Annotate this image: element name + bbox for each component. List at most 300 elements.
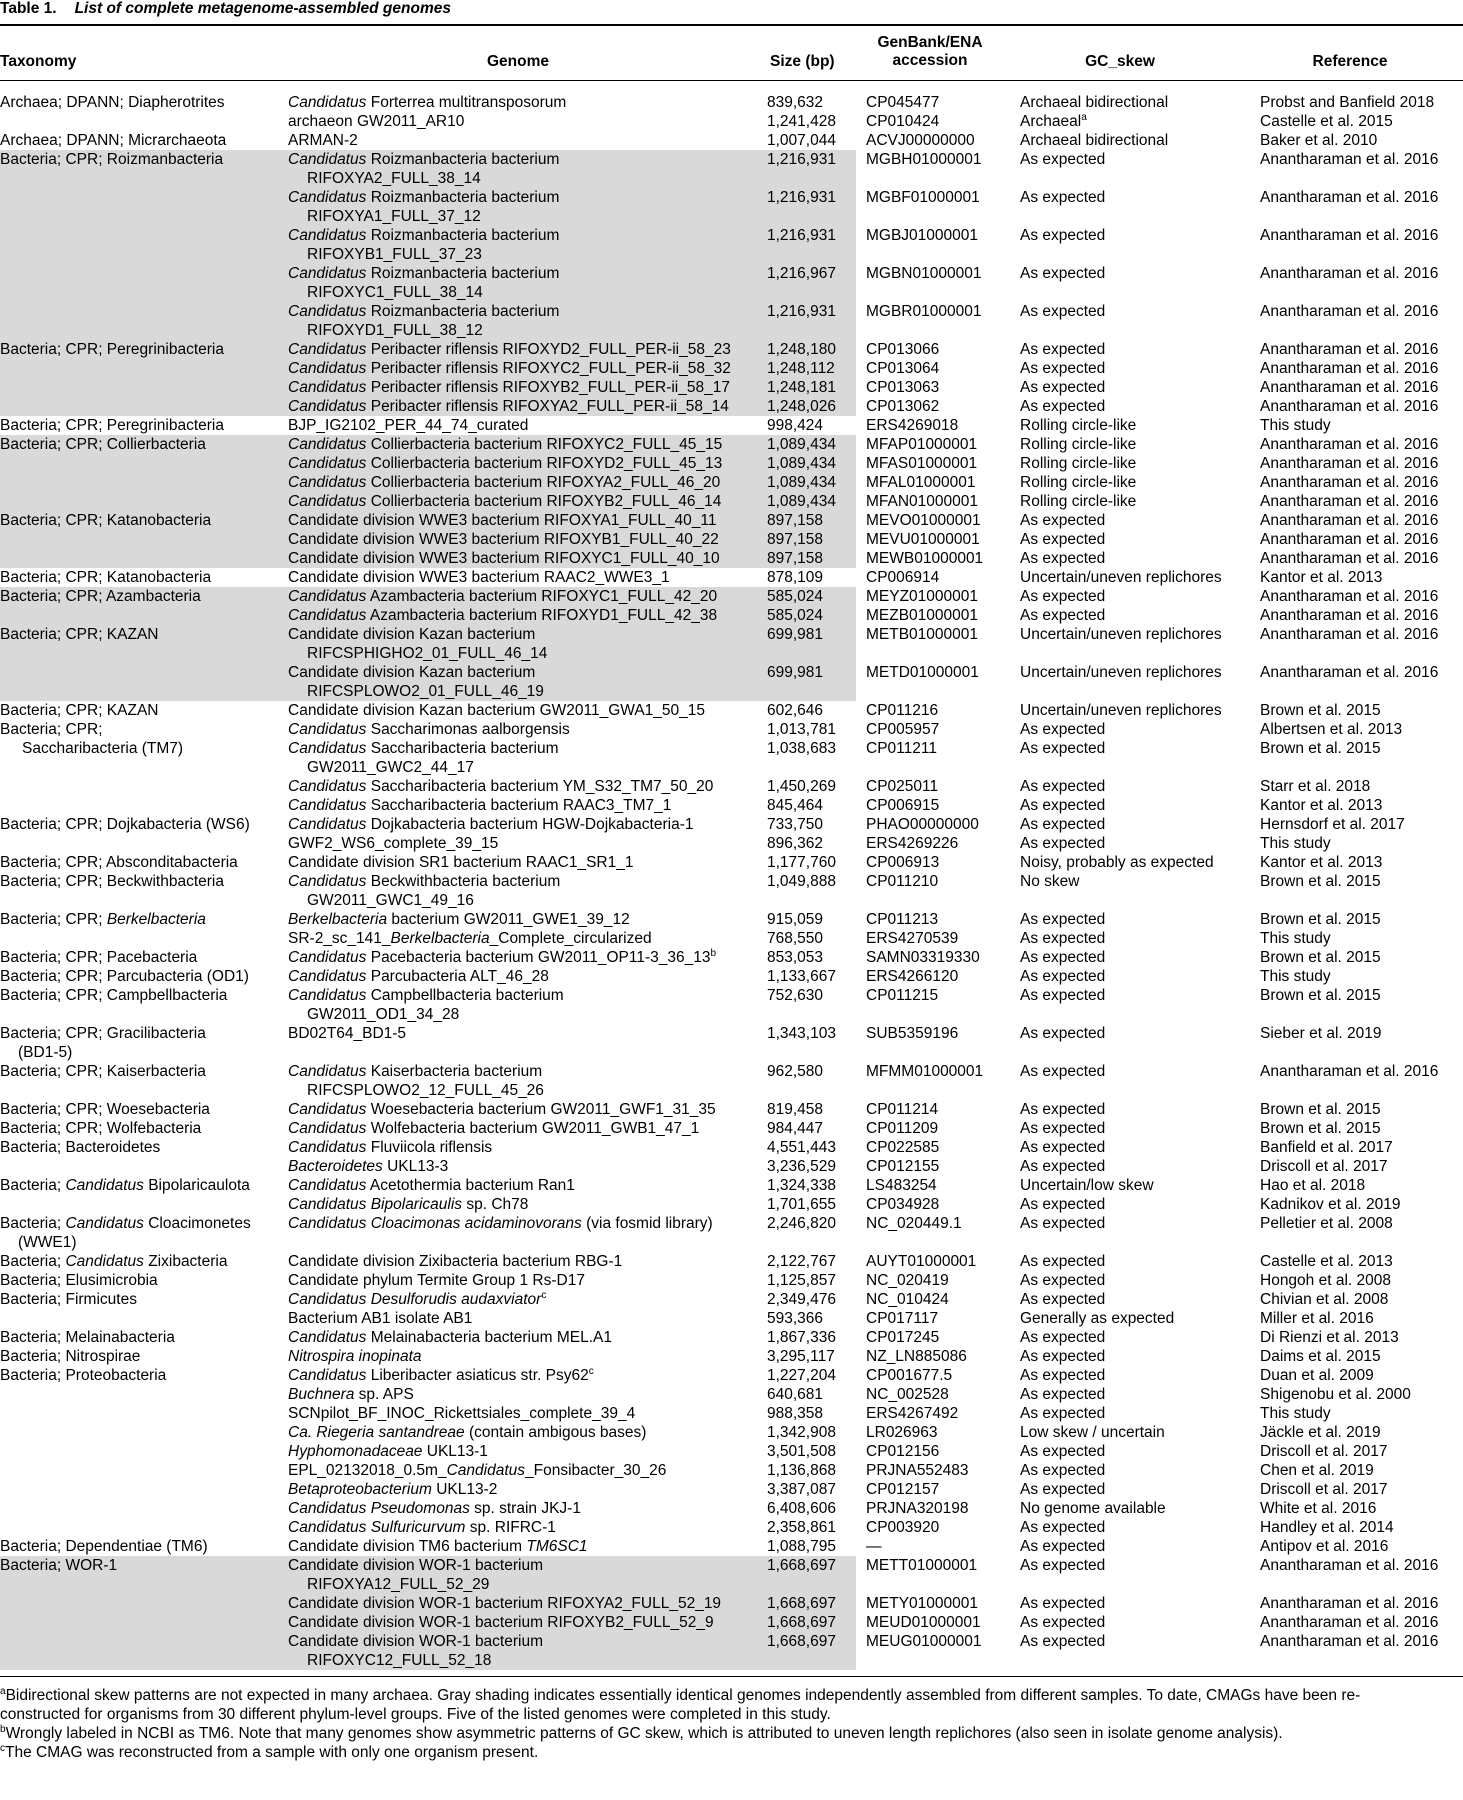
table-row bbox=[0, 188, 1463, 226]
cell-size: 897,158 bbox=[767, 512, 824, 529]
cell-gc-skew: Low skew / uncertain bbox=[1020, 1424, 1165, 1441]
cell-gc-skew: As expected bbox=[1020, 531, 1106, 548]
cell-taxonomy: Bacteria; CPR; Pacebacteria bbox=[0, 949, 198, 966]
cell-reference: Anantharaman et al. 2016 bbox=[1260, 474, 1439, 491]
cell-reference: Anantharaman et al. 2016 bbox=[1260, 455, 1439, 472]
header-reference: Reference bbox=[1312, 53, 1388, 70]
cell-size: 1,867,336 bbox=[767, 1329, 836, 1346]
cell-gc-skew: Uncertain/uneven replichores bbox=[1020, 569, 1222, 586]
cell-genome: Candidatus Peribacter riflensis RIFOXYD2_FULL_PER-ii_58_23 bbox=[288, 341, 731, 358]
cell-accession: — bbox=[866, 1538, 882, 1555]
cell-size: 752,630 bbox=[767, 987, 824, 1004]
cell-gc-skew: As expected bbox=[1020, 1595, 1106, 1612]
cell-accession: NC_010424 bbox=[866, 1291, 949, 1308]
cell-accession: NC_020419 bbox=[866, 1272, 949, 1289]
cell-reference: Antipov et al. 2016 bbox=[1260, 1538, 1389, 1555]
cell-accession: CP003920 bbox=[866, 1519, 940, 1536]
cell-reference: Baker et al. 2010 bbox=[1260, 132, 1378, 149]
cell-genome: Candidatus Saccharibacteria bacterium YM_S32_TM7_50_20 bbox=[288, 778, 714, 795]
cell-accession: CP010424 bbox=[866, 113, 940, 130]
cell-taxonomy: Bacteria; CPR; Peregrinibacteria bbox=[0, 341, 224, 358]
cell-accession: CP013062 bbox=[866, 398, 940, 415]
cell-genome: Candidate division WWE3 bacterium RIFOXYB1_FULL_40_22 bbox=[288, 531, 719, 548]
cell-taxonomy: Saccharibacteria (TM7) bbox=[22, 740, 184, 757]
cell-gc-skew: As expected bbox=[1020, 1253, 1106, 1270]
cell-gc-skew: As expected bbox=[1020, 949, 1106, 966]
cell-reference: Kantor et al. 2013 bbox=[1260, 569, 1383, 586]
cell-taxonomy: Bacteria; CPR; Beckwithbacteria bbox=[0, 873, 224, 890]
cell-size: 1,013,781 bbox=[767, 721, 836, 738]
cell-reference: Duan et al. 2009 bbox=[1260, 1367, 1374, 1384]
cell-size: 602,646 bbox=[767, 702, 824, 719]
cell-reference: Brown et al. 2015 bbox=[1260, 1120, 1381, 1137]
cell-gc-skew: As expected bbox=[1020, 1614, 1106, 1631]
cell-size: 593,366 bbox=[767, 1310, 824, 1327]
cell-reference: Brown et al. 2015 bbox=[1260, 1101, 1381, 1118]
cell-reference: Kadnikov et al. 2019 bbox=[1260, 1196, 1401, 1213]
cell-taxonomy: Bacteria; CPR; Berkelbacteria bbox=[0, 911, 206, 928]
table-row bbox=[0, 416, 1463, 435]
cell-size: 839,632 bbox=[767, 94, 824, 111]
cell-gc-skew: As expected bbox=[1020, 1101, 1106, 1118]
cell-gc-skew: As expected bbox=[1020, 360, 1106, 377]
cell-accession: CP022585 bbox=[866, 1139, 940, 1156]
cell-size: 585,024 bbox=[767, 607, 824, 624]
cell-accession: CP011213 bbox=[866, 911, 939, 928]
cell-size: 1,227,204 bbox=[767, 1367, 836, 1384]
cell-gc-skew: No skew bbox=[1020, 873, 1080, 890]
cell-size: 819,458 bbox=[767, 1101, 824, 1118]
cell-gc-skew: As expected bbox=[1020, 1063, 1106, 1080]
cell-accession: CP001677.5 bbox=[866, 1367, 953, 1384]
table-row bbox=[0, 1309, 1463, 1328]
cell-gc-skew: As expected bbox=[1020, 398, 1106, 415]
table-row bbox=[0, 1442, 1463, 1461]
cell-genome: Candidate division Kazan bacterium GW2011_GWA1_50_15 bbox=[288, 702, 706, 719]
cell-genome: Candidate division WWE3 bacterium RAAC2_WWE3_1 bbox=[288, 569, 670, 586]
table-row bbox=[0, 454, 1463, 473]
cell-accession: NC_002528 bbox=[866, 1386, 949, 1403]
cell-size: 1,088,795 bbox=[767, 1538, 836, 1555]
cell-gc-skew: As expected bbox=[1020, 1158, 1106, 1175]
cell-genome: Candidatus Fluviicola riflensis bbox=[288, 1139, 493, 1156]
cell-reference: Anantharaman et al. 2016 bbox=[1260, 151, 1439, 168]
cell-reference: Anantharaman et al. 2016 bbox=[1260, 360, 1439, 377]
cell-accession: MFMM01000001 bbox=[866, 1063, 984, 1080]
cell-accession: METD01000001 bbox=[866, 664, 979, 681]
cell-gc-skew: As expected bbox=[1020, 1367, 1106, 1384]
table-row bbox=[0, 378, 1463, 397]
cell-size: 2,349,476 bbox=[767, 1291, 836, 1308]
cell-accession: CP011209 bbox=[866, 1120, 939, 1137]
table-row bbox=[0, 112, 1463, 131]
cell-reference: Hernsdorf et al. 2017 bbox=[1260, 816, 1405, 833]
cell-reference: Chivian et al. 2008 bbox=[1260, 1291, 1389, 1308]
cell-accession: CP006914 bbox=[866, 569, 940, 586]
cell-accession: MGBH01000001 bbox=[866, 151, 982, 168]
cell-genome: Candidatus Roizmanbacteria bacterium RIFOXYC1_FULL_38_14 bbox=[288, 265, 560, 301]
cell-genome: Candidate division WWE3 bacterium RIFOXYC1_FULL_40_10 bbox=[288, 550, 720, 567]
cell-genome: Nitrospira inopinata bbox=[288, 1348, 422, 1365]
cell-reference: Di Rienzi et al. 2013 bbox=[1260, 1329, 1399, 1346]
cell-reference: This study bbox=[1260, 1405, 1331, 1422]
table-row bbox=[0, 910, 1463, 929]
cell-size: 1,248,026 bbox=[767, 398, 836, 415]
cell-accession: CP005957 bbox=[866, 721, 940, 738]
cell-size: 1,450,269 bbox=[767, 778, 836, 795]
cell-taxonomy: Bacteria; CPR; Parcubacteria (OD1) bbox=[0, 968, 249, 985]
cell-gc-skew: Noisy, probably as expected bbox=[1020, 854, 1214, 871]
cell-taxonomy: Bacteria; Firmicutes bbox=[0, 1291, 137, 1308]
table-row bbox=[0, 663, 1463, 701]
cell-reference: Anantharaman et al. 2016 bbox=[1260, 436, 1439, 453]
cell-genome: Candidatus Saccharibacteria bacterium GW2011_GWC2_44_17 bbox=[288, 740, 559, 776]
table-row bbox=[0, 720, 1463, 739]
cell-genome: Candidatus Pacebacteria bacterium GW2011_OP11-3_36_13$^b$ bbox=[288, 947, 717, 966]
cell-gc-skew: As expected bbox=[1020, 835, 1106, 852]
cell-accession: PRJNA320198 bbox=[866, 1500, 969, 1517]
cell-accession: MGBN01000001 bbox=[866, 265, 982, 282]
cell-reference: Anantharaman et al. 2016 bbox=[1260, 588, 1439, 605]
footnote-line: $^b$Wrongly labeled in NCBI as TM6. Note that many genomes show asymmetric patterns of GC skew, which is attributed to uneven length replichores (also seen in isolate genome analysis). bbox=[0, 1723, 1283, 1742]
cell-accession: ERS4266120 bbox=[866, 968, 959, 985]
cell-genome: Candidatus Acetothermia bacterium Ran1 bbox=[288, 1177, 575, 1194]
table-row bbox=[0, 1157, 1463, 1176]
table-row bbox=[0, 1366, 1463, 1385]
table-row bbox=[0, 1518, 1463, 1537]
cell-gc-skew: Archaeal bidirectional bbox=[1020, 94, 1169, 111]
cell-genome: Candidatus Saccharibacteria bacterium RAAC3_TM7_1 bbox=[288, 797, 672, 814]
cell-size: 896,362 bbox=[767, 835, 824, 852]
cell-genome: Candidate division WOR-1 bacterium RIFOXYB2_FULL_52_9 bbox=[288, 1614, 714, 1631]
cell-genome: Candidatus Roizmanbacteria bacterium RIFOXYA2_FULL_38_14 bbox=[288, 151, 560, 187]
cell-reference: Anantharaman et al. 2016 bbox=[1260, 493, 1439, 510]
table-row bbox=[0, 1252, 1463, 1271]
cell-reference: Brown et al. 2015 bbox=[1260, 949, 1381, 966]
cell-gc-skew: As expected bbox=[1020, 1519, 1106, 1536]
cell-reference: Pelletier et al. 2008 bbox=[1260, 1215, 1393, 1232]
table-row bbox=[0, 1100, 1463, 1119]
footnote-line: $^c$The CMAG was reconstructed from a sample with only one organism present. bbox=[0, 1742, 539, 1761]
cell-genome: Candidatus Desulforudis audaxviator$^c$ bbox=[288, 1289, 547, 1308]
cell-gc-skew: As expected bbox=[1020, 1405, 1106, 1422]
cell-genome: BJP_IG2102_PER_44_74_curated bbox=[288, 417, 529, 434]
cell-reference: Brown et al. 2015 bbox=[1260, 702, 1381, 719]
cell-reference: Anantharaman et al. 2016 bbox=[1260, 303, 1439, 320]
cell-accession: ACVJ00000000 bbox=[866, 132, 975, 149]
cell-genome: Candidatus Sulfuricurvum sp. RIFRC-1 bbox=[288, 1519, 556, 1536]
cell-genome: SR-2_sc_141_Berkelbacteria_Complete_circularized bbox=[288, 930, 652, 947]
cell-genome: Candidatus Kaiserbacteria bacterium RIFCSPLOWO2_12_FULL_45_26 bbox=[288, 1063, 544, 1099]
cell-taxonomy: Bacteria; CPR; Collierbacteria bbox=[0, 436, 206, 453]
cell-accession: NC_020449.1 bbox=[866, 1215, 962, 1232]
cell-size: 897,158 bbox=[767, 550, 824, 567]
cell-reference: Shigenobu et al. 2000 bbox=[1260, 1386, 1411, 1403]
table-row bbox=[0, 872, 1463, 910]
cell-accession: SUB5359196 bbox=[866, 1025, 959, 1042]
table-row bbox=[0, 815, 1463, 834]
table-row bbox=[0, 777, 1463, 796]
cell-genome: Candidatus Beckwithbacteria bacterium GW2011_GWC1_49_16 bbox=[288, 873, 561, 909]
cell-accession: CP006915 bbox=[866, 797, 940, 814]
table-row bbox=[0, 302, 1463, 340]
table-row bbox=[0, 549, 1463, 568]
cell-size: 4,551,443 bbox=[767, 1139, 836, 1156]
cell-gc-skew: As expected bbox=[1020, 1120, 1106, 1137]
table-row bbox=[0, 93, 1463, 112]
cell-accession: ERS4269018 bbox=[866, 417, 959, 434]
cell-gc-skew: As expected bbox=[1020, 1196, 1106, 1213]
cell-accession: CP034928 bbox=[866, 1196, 940, 1213]
cell-reference: Kantor et al. 2013 bbox=[1260, 797, 1383, 814]
cell-accession: CP011216 bbox=[866, 702, 939, 719]
cell-size: 1,216,931 bbox=[767, 189, 836, 206]
cell-accession: MFAL01000001 bbox=[866, 474, 976, 491]
table-row bbox=[0, 1214, 1463, 1252]
cell-reference: Anantharaman et al. 2016 bbox=[1260, 1614, 1439, 1631]
cell-accession: CP012155 bbox=[866, 1158, 940, 1175]
cell-genome: Candidatus Campbellbacteria bacterium GW2011_OD1_34_28 bbox=[288, 987, 564, 1023]
cell-size: 962,580 bbox=[767, 1063, 824, 1080]
cell-reference: Brown et al. 2015 bbox=[1260, 740, 1381, 757]
cell-gc-skew: As expected bbox=[1020, 1481, 1106, 1498]
table-row bbox=[0, 1195, 1463, 1214]
cell-size: 2,122,767 bbox=[767, 1253, 836, 1270]
cell-gc-skew: Rolling circle-like bbox=[1020, 474, 1137, 491]
cell-accession: MFAN01000001 bbox=[866, 493, 979, 510]
cell-genome: Candidatus Roizmanbacteria bacterium RIFOXYD1_FULL_38_12 bbox=[288, 303, 560, 339]
cell-taxonomy: Archaea; DPANN; Diapherotrites bbox=[0, 94, 225, 111]
table-row bbox=[0, 701, 1463, 720]
cell-gc-skew: As expected bbox=[1020, 778, 1106, 795]
cell-gc-skew: No genome available bbox=[1020, 1500, 1166, 1517]
table-label: Table 1. bbox=[0, 0, 57, 17]
cell-accession: ERS4269226 bbox=[866, 835, 959, 852]
cell-genome: BD02T64_BD1-5 bbox=[288, 1025, 407, 1042]
cell-genome: Candidate division Kazan bacterium RIFCSPLOWO2_01_FULL_46_19 bbox=[288, 664, 544, 700]
table-row bbox=[0, 340, 1463, 359]
cell-gc-skew: As expected bbox=[1020, 588, 1106, 605]
cell-genome: Bacterium AB1 isolate AB1 bbox=[288, 1310, 473, 1327]
table-row bbox=[0, 1290, 1463, 1309]
cell-accession: MEUG01000001 bbox=[866, 1633, 982, 1650]
cell-gc-skew: As expected bbox=[1020, 968, 1106, 985]
cell-taxonomy: Bacteria; WOR-1 bbox=[0, 1557, 118, 1574]
cell-reference: This study bbox=[1260, 930, 1331, 947]
cell-accession: NZ_LN885086 bbox=[866, 1348, 967, 1365]
table-row bbox=[0, 1024, 1463, 1062]
cell-size: 1,668,697 bbox=[767, 1595, 836, 1612]
header-genome: Genome bbox=[486, 53, 549, 70]
cell-size: 1,007,044 bbox=[767, 132, 836, 149]
cell-genome: Candidatus Azambacteria bacterium RIFOXYC1_FULL_42_20 bbox=[288, 588, 718, 605]
cell-genome: Candidatus Collierbacteria bacterium RIFOXYA2_FULL_46_20 bbox=[288, 474, 721, 491]
cell-accession: MEYZ01000001 bbox=[866, 588, 979, 605]
cell-reference: Sieber et al. 2019 bbox=[1260, 1025, 1382, 1042]
cell-size: 1,668,697 bbox=[767, 1557, 836, 1574]
cell-accession: LS483254 bbox=[866, 1177, 937, 1194]
cell-gc-skew: As expected bbox=[1020, 265, 1106, 282]
cell-size: 1,324,338 bbox=[767, 1177, 836, 1194]
cell-gc-skew: Rolling circle-like bbox=[1020, 455, 1137, 472]
table-row bbox=[0, 606, 1463, 625]
table-row bbox=[0, 1119, 1463, 1138]
bottom-rule bbox=[0, 1676, 1463, 1677]
cell-taxonomy: Bacteria; CPR; Roizmanbacteria bbox=[0, 151, 224, 168]
cell-size: 1,038,683 bbox=[767, 740, 836, 757]
cell-genome: Candidatus Pseudomonas sp. strain JKJ-1 bbox=[288, 1500, 581, 1517]
cell-reference: Anantharaman et al. 2016 bbox=[1260, 664, 1439, 681]
cell-size: 3,236,529 bbox=[767, 1158, 836, 1175]
cell-genome: Candidatus Collierbacteria bacterium RIFOXYB2_FULL_46_14 bbox=[288, 493, 722, 510]
cell-reference: Anantharaman et al. 2016 bbox=[1260, 1557, 1439, 1574]
table-row bbox=[0, 1385, 1463, 1404]
cell-accession: SAMN03319330 bbox=[866, 949, 980, 966]
cell-accession: CP012157 bbox=[866, 1481, 940, 1498]
cell-gc-skew: Rolling circle-like bbox=[1020, 436, 1137, 453]
cell-taxonomy: Bacteria; CPR; Katanobacteria bbox=[0, 512, 212, 529]
cell-reference: Anantharaman et al. 2016 bbox=[1260, 1595, 1439, 1612]
cell-accession: CP011211 bbox=[866, 740, 937, 757]
cell-accession: CP011215 bbox=[866, 987, 939, 1004]
cell-reference: Anantharaman et al. 2016 bbox=[1260, 379, 1439, 396]
table-row bbox=[0, 929, 1463, 948]
cell-genome: Buchnera sp. APS bbox=[288, 1386, 414, 1403]
table-row bbox=[0, 967, 1463, 986]
table-row bbox=[0, 397, 1463, 416]
cell-reference: Driscoll et al. 2017 bbox=[1260, 1481, 1388, 1498]
cell-genome: Candidatus Melainabacteria bacterium MEL.A1 bbox=[288, 1329, 612, 1346]
cell-accession: MEUD01000001 bbox=[866, 1614, 981, 1631]
cell-genome: SCNpilot_BF_INOC_Rickettsiales_complete_39_4 bbox=[288, 1405, 636, 1422]
cell-gc-skew: Uncertain/low skew bbox=[1020, 1177, 1154, 1194]
cell-taxonomy: Bacteria; CPR; KAZAN bbox=[0, 626, 159, 643]
cell-genome: Candidate division SR1 bacterium RAAC1_SR1_1 bbox=[288, 854, 634, 871]
cell-taxonomy: Bacteria; CPR; Absconditabacteria bbox=[0, 854, 238, 871]
table-row bbox=[0, 1176, 1463, 1195]
cell-size: 1,136,868 bbox=[767, 1462, 836, 1479]
cell-accession: CP013063 bbox=[866, 379, 940, 396]
cell-gc-skew: As expected bbox=[1020, 1139, 1106, 1156]
cell-genome: Candidatus Cloacimonas acidaminovorans (via fosmid library) bbox=[288, 1215, 713, 1232]
cell-reference: Anantharaman et al. 2016 bbox=[1260, 398, 1439, 415]
header-gc-skew: GC_skew bbox=[1085, 53, 1155, 70]
table-row bbox=[0, 150, 1463, 188]
cell-genome: Betaproteobacterium UKL13-2 bbox=[288, 1481, 498, 1498]
table-row bbox=[0, 1499, 1463, 1518]
table-row bbox=[0, 853, 1463, 872]
cell-size: 915,059 bbox=[767, 911, 824, 928]
cell-reference: White et al. 2016 bbox=[1260, 1500, 1377, 1517]
cell-gc-skew: As expected bbox=[1020, 1443, 1106, 1460]
cell-size: 1,241,428 bbox=[767, 113, 836, 130]
cell-size: 845,464 bbox=[767, 797, 824, 814]
table-row bbox=[0, 1328, 1463, 1347]
cell-taxonomy: Bacteria; CPR; Azambacteria bbox=[0, 588, 201, 605]
cell-gc-skew: As expected bbox=[1020, 303, 1106, 320]
cell-gc-skew: As expected bbox=[1020, 227, 1106, 244]
cell-genome: Candidate division WOR-1 bacterium RIFOXYC12_FULL_52_18 bbox=[288, 1633, 543, 1669]
cell-reference: Castelle et al. 2015 bbox=[1260, 113, 1393, 130]
cell-reference: Jäckle et al. 2019 bbox=[1260, 1424, 1381, 1441]
cell-reference: Anantharaman et al. 2016 bbox=[1260, 531, 1439, 548]
cell-taxonomy: Bacteria; Candidatus Cloacimonetes (WWE1) bbox=[0, 1215, 251, 1251]
cell-size: 1,089,434 bbox=[767, 455, 836, 472]
cell-reference: Hongoh et al. 2008 bbox=[1260, 1272, 1391, 1289]
cell-taxonomy: Bacteria; CPR; Wolfebacteria bbox=[0, 1120, 202, 1137]
cell-size: 1,668,697 bbox=[767, 1614, 836, 1631]
header-size: Size (bp) bbox=[770, 53, 835, 70]
cell-size: 1,216,931 bbox=[767, 303, 836, 320]
cell-size: 3,501,508 bbox=[767, 1443, 836, 1460]
cell-genome: ARMAN-2 bbox=[288, 132, 358, 149]
cell-size: 699,981 bbox=[767, 626, 824, 643]
cell-size: 3,295,117 bbox=[767, 1348, 835, 1365]
cell-genome: Candidatus Bipolaricaulis sp. Ch78 bbox=[288, 1196, 529, 1213]
cell-accession: ERS4267492 bbox=[866, 1405, 959, 1422]
cell-genome: Candidate division WOR-1 bacterium RIFOXYA2_FULL_52_19 bbox=[288, 1595, 722, 1612]
cell-gc-skew: As expected bbox=[1020, 189, 1106, 206]
cell-gc-skew: As expected bbox=[1020, 379, 1106, 396]
cell-accession: AUYT01000001 bbox=[866, 1253, 977, 1270]
cell-gc-skew: As expected bbox=[1020, 1329, 1106, 1346]
cell-genome: archaeon GW2011_AR10 bbox=[288, 113, 465, 130]
cell-size: 1,177,760 bbox=[767, 854, 836, 871]
cell-genome: Ca. Riegeria santandreae (contain ambigous bases) bbox=[288, 1424, 647, 1441]
cell-size: 1,125,857 bbox=[767, 1272, 836, 1289]
table-row bbox=[0, 1556, 1463, 1594]
cell-gc-skew: Rolling circle-like bbox=[1020, 493, 1137, 510]
cell-reference: Anantharaman et al. 2016 bbox=[1260, 1063, 1439, 1080]
cell-gc-skew: As expected bbox=[1020, 740, 1106, 757]
cell-taxonomy: Bacteria; CPR; Gracilibacteria (BD1-5) bbox=[0, 1025, 206, 1061]
cell-size: 1,342,908 bbox=[767, 1424, 836, 1441]
cell-reference: Anantharaman et al. 2016 bbox=[1260, 626, 1439, 643]
cell-size: 768,550 bbox=[767, 930, 824, 947]
cell-genome: Candidatus Saccharimonas aalborgensis bbox=[288, 721, 570, 738]
cell-gc-skew: Uncertain/uneven replichores bbox=[1020, 626, 1222, 643]
cell-size: 733,750 bbox=[767, 816, 824, 833]
table-row bbox=[0, 625, 1463, 663]
cell-size: 878,109 bbox=[767, 569, 824, 586]
table-row bbox=[0, 473, 1463, 492]
cell-size: 1,216,931 bbox=[767, 227, 836, 244]
table-row bbox=[0, 1594, 1463, 1613]
cell-size: 1,089,434 bbox=[767, 474, 836, 491]
table-row bbox=[0, 226, 1463, 264]
cell-accession: MEVO01000001 bbox=[866, 512, 981, 529]
cell-accession: CP013066 bbox=[866, 341, 940, 358]
cell-reference: Chen et al. 2019 bbox=[1260, 1462, 1374, 1479]
cell-reference: Anantharaman et al. 2016 bbox=[1260, 550, 1439, 567]
cell-accession: CP011210 bbox=[866, 873, 939, 890]
cell-size: 699,981 bbox=[767, 664, 824, 681]
table-row bbox=[0, 1271, 1463, 1290]
table-row bbox=[0, 1347, 1463, 1366]
cell-reference: This study bbox=[1260, 968, 1331, 985]
cell-size: 988,358 bbox=[767, 1405, 824, 1422]
cell-taxonomy: Bacteria; CPR; Peregrinibacteria bbox=[0, 417, 224, 434]
cell-reference: Banfield et al. 2017 bbox=[1260, 1139, 1393, 1156]
footnote-line: $^a$Bidirectional skew patterns are not expected in many archaea. Gray shading indicates essentially identical genomes independently assembled from different samples. To date, CMAGs have been re- bbox=[0, 1685, 1361, 1704]
cell-genome: Candidate division WOR-1 bacterium RIFOXYA12_FULL_52_29 bbox=[288, 1557, 543, 1593]
cell-taxonomy: Archaea; DPANN; Micrarchaeota bbox=[0, 132, 227, 149]
cell-size: 6,408,606 bbox=[767, 1500, 836, 1517]
cell-size: 2,246,820 bbox=[767, 1215, 836, 1232]
cell-gc-skew: As expected bbox=[1020, 1348, 1106, 1365]
cell-size: 998,424 bbox=[767, 417, 824, 434]
cell-accession: ERS4270539 bbox=[866, 930, 959, 947]
